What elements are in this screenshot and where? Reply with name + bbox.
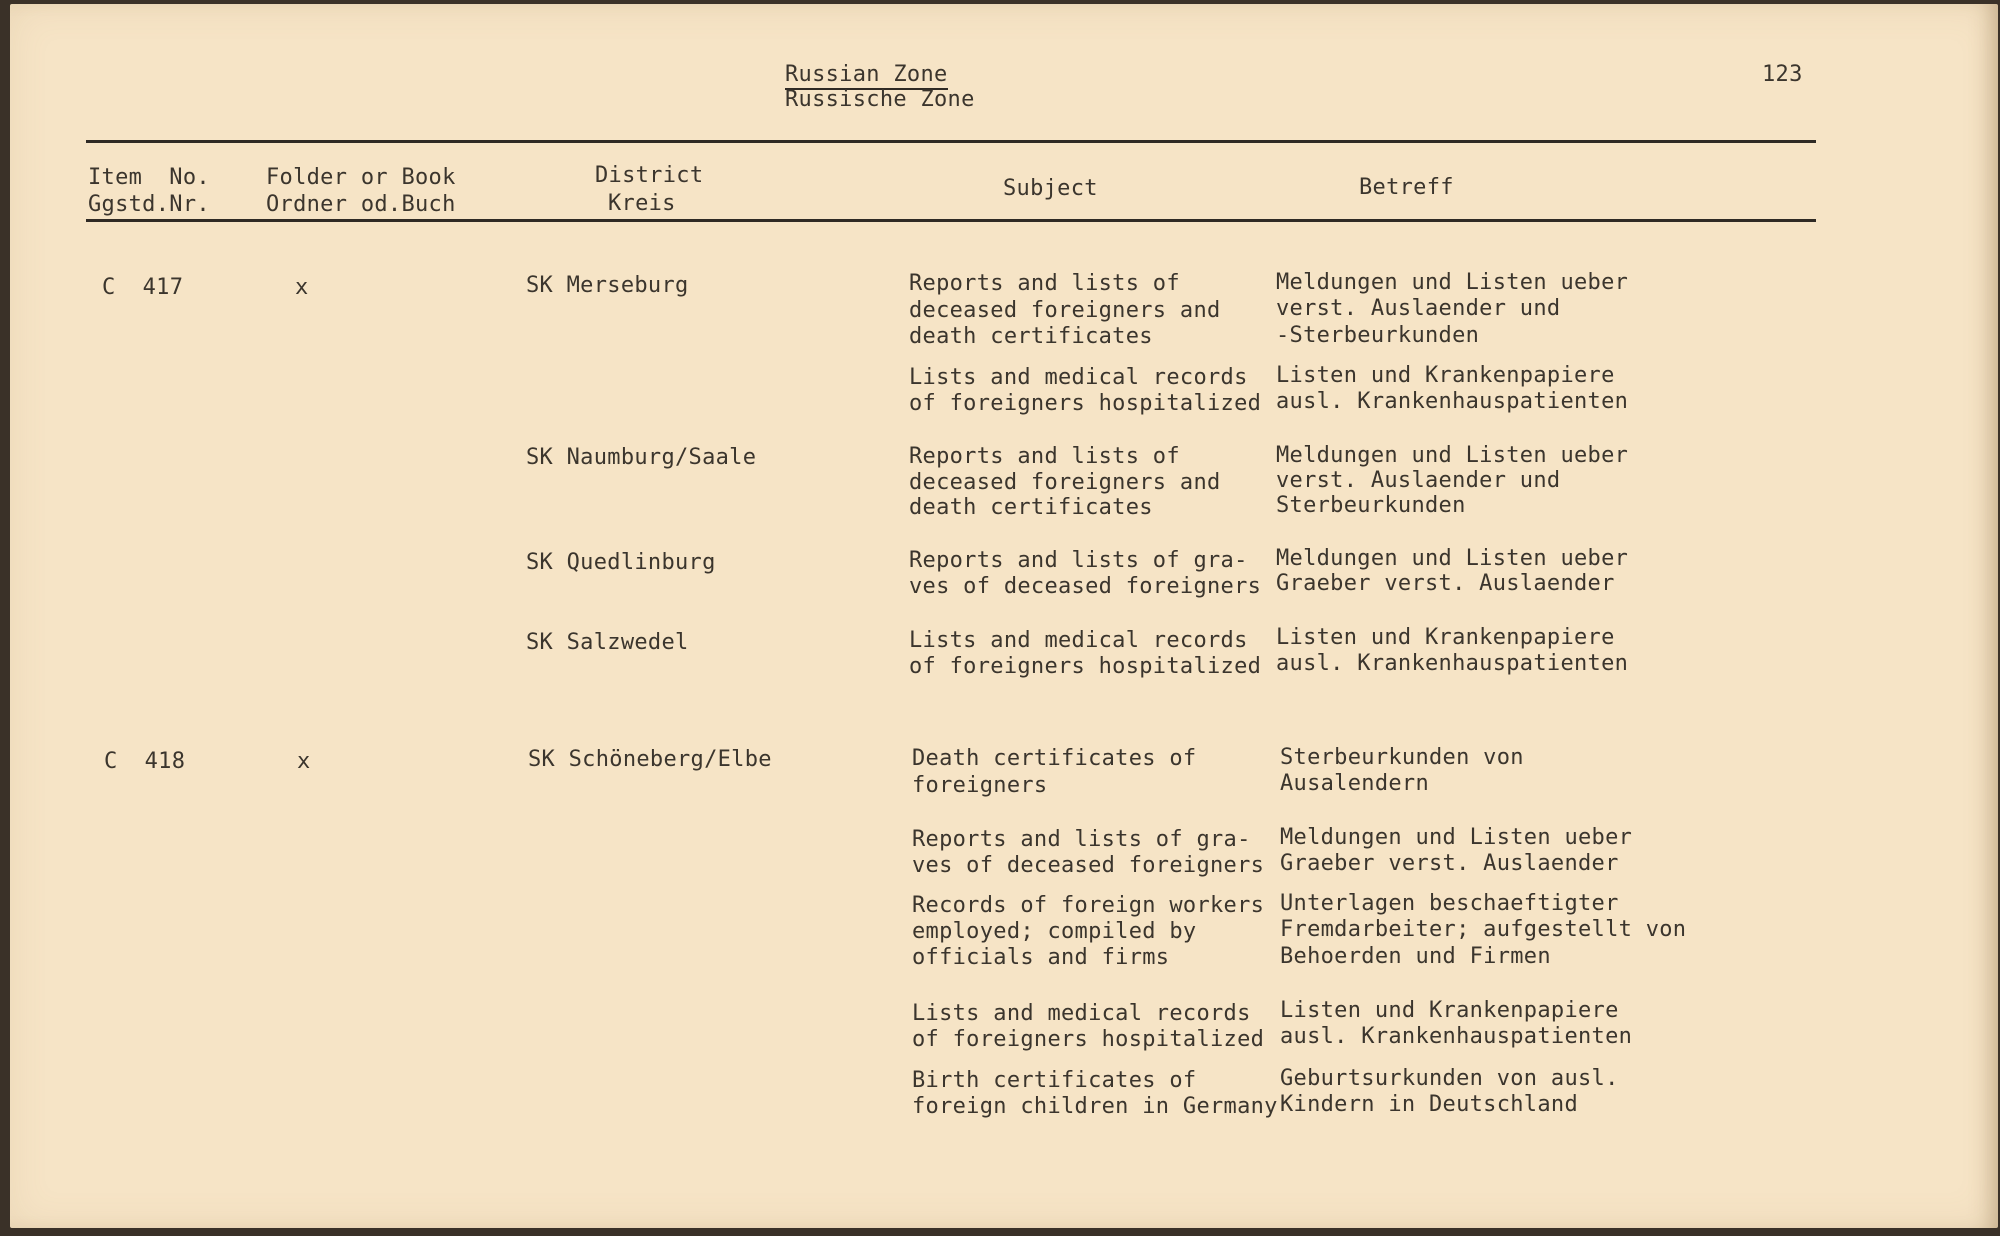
betreff-line: Listen und Krankenpapiere <box>1280 998 1619 1023</box>
col-betreff: Betreff <box>1359 175 1454 200</box>
district-name: SK Merseburg <box>526 273 689 298</box>
betreff-line: verst. Auslaender und <box>1276 468 1561 493</box>
col-folder-de: Ordner od.Buch <box>266 192 456 217</box>
subject-line: deceased foreigners and <box>909 298 1221 323</box>
document-page <box>10 4 1998 1228</box>
item-number: C 418 <box>104 749 186 774</box>
subject-line: of foreigners hospitalized <box>909 391 1262 416</box>
district-name: SK Schöneberg/Elbe <box>528 747 772 772</box>
col-item-de: Ggstd.Nr. <box>88 192 210 217</box>
subject-line: Birth certificates of <box>912 1068 1197 1093</box>
subject-line: foreigners <box>912 773 1048 798</box>
betreff-line: Meldungen und Listen ueber <box>1276 443 1629 468</box>
betreff-line: Meldungen und Listen ueber <box>1276 546 1629 571</box>
subject-line: death certificates <box>909 324 1153 349</box>
betreff-line: Ausalendern <box>1280 771 1429 796</box>
subject-line: Lists and medical records <box>909 628 1248 653</box>
betreff-line: Graeber verst. Auslaender <box>1276 571 1615 596</box>
subject-line: Lists and medical records <box>909 365 1248 390</box>
col-district-en: District <box>595 163 704 188</box>
header-top-rule <box>86 140 1816 143</box>
subject-line: death certificates <box>909 495 1153 520</box>
betreff-line: Kindern in Deutschland <box>1280 1092 1578 1117</box>
subject-line: Reports and lists of gra- <box>909 548 1248 573</box>
betreff-line: Behoerden und Firmen <box>1280 944 1551 969</box>
subject-line: Records of foreign workers <box>912 893 1265 918</box>
betreff-line: Listen und Krankenpapiere <box>1276 363 1615 388</box>
subject-line: foreign children in Germany <box>912 1094 1278 1119</box>
col-folder-en: Folder or Book <box>266 165 456 190</box>
subject-line: officials and firms <box>912 945 1170 970</box>
subject-line: Death certificates of <box>912 746 1197 771</box>
betreff-line: Sterbeurkunden <box>1276 493 1466 518</box>
title-english: Russian Zone <box>785 61 948 90</box>
betreff-line: Unterlagen beschaeftigter <box>1280 891 1619 916</box>
header-bottom-rule <box>86 219 1816 222</box>
betreff-line: ausl. Krankenhauspatienten <box>1276 389 1629 414</box>
betreff-line: Meldungen und Listen ueber <box>1280 825 1633 850</box>
betreff-line: Sterbeurkunden von <box>1280 745 1524 770</box>
item-number: C 417 <box>102 275 184 300</box>
subject-line: ves of deceased foreigners <box>912 853 1265 878</box>
subject-line: Reports and lists of gra- <box>912 827 1251 852</box>
betreff-line: Meldungen und Listen ueber <box>1276 270 1629 295</box>
col-district-de: Kreis <box>608 191 676 216</box>
district-name: SK Salzwedel <box>526 630 689 655</box>
subject-line: employed; compiled by <box>912 919 1197 944</box>
betreff-line: verst. Auslaender und <box>1276 296 1561 321</box>
subject-line: deceased foreigners and <box>909 470 1221 495</box>
district-name: SK Naumburg/Saale <box>526 445 757 470</box>
subject-line: Lists and medical records <box>912 1001 1251 1026</box>
subject-line: Reports and lists of <box>909 444 1180 469</box>
betreff-line: Graeber verst. Auslaender <box>1280 851 1619 876</box>
col-item-en: Item No. <box>88 165 210 190</box>
betreff-line: Geburtsurkunden von ausl. <box>1280 1066 1619 1091</box>
betreff-line: Fremdarbeiter; aufgestellt von <box>1280 917 1687 942</box>
betreff-line: ausl. Krankenhauspatienten <box>1280 1024 1633 1049</box>
page-number: 123 <box>1762 62 1803 87</box>
subject-line: Reports and lists of <box>909 271 1180 296</box>
folder-mark: x <box>297 749 311 774</box>
betreff-line: ausl. Krankenhauspatienten <box>1276 651 1629 676</box>
title-german: Russische Zone <box>785 87 975 112</box>
betreff-line: Listen und Krankenpapiere <box>1276 625 1615 650</box>
folder-mark: x <box>295 275 309 300</box>
subject-line: ves of deceased foreigners <box>909 574 1262 599</box>
district-name: SK Quedlinburg <box>526 550 716 575</box>
betreff-line: -Sterbeurkunden <box>1276 323 1480 348</box>
col-subject: Subject <box>1003 176 1098 201</box>
subject-line: of foreigners hospitalized <box>912 1027 1265 1052</box>
subject-line: of foreigners hospitalized <box>909 654 1262 679</box>
